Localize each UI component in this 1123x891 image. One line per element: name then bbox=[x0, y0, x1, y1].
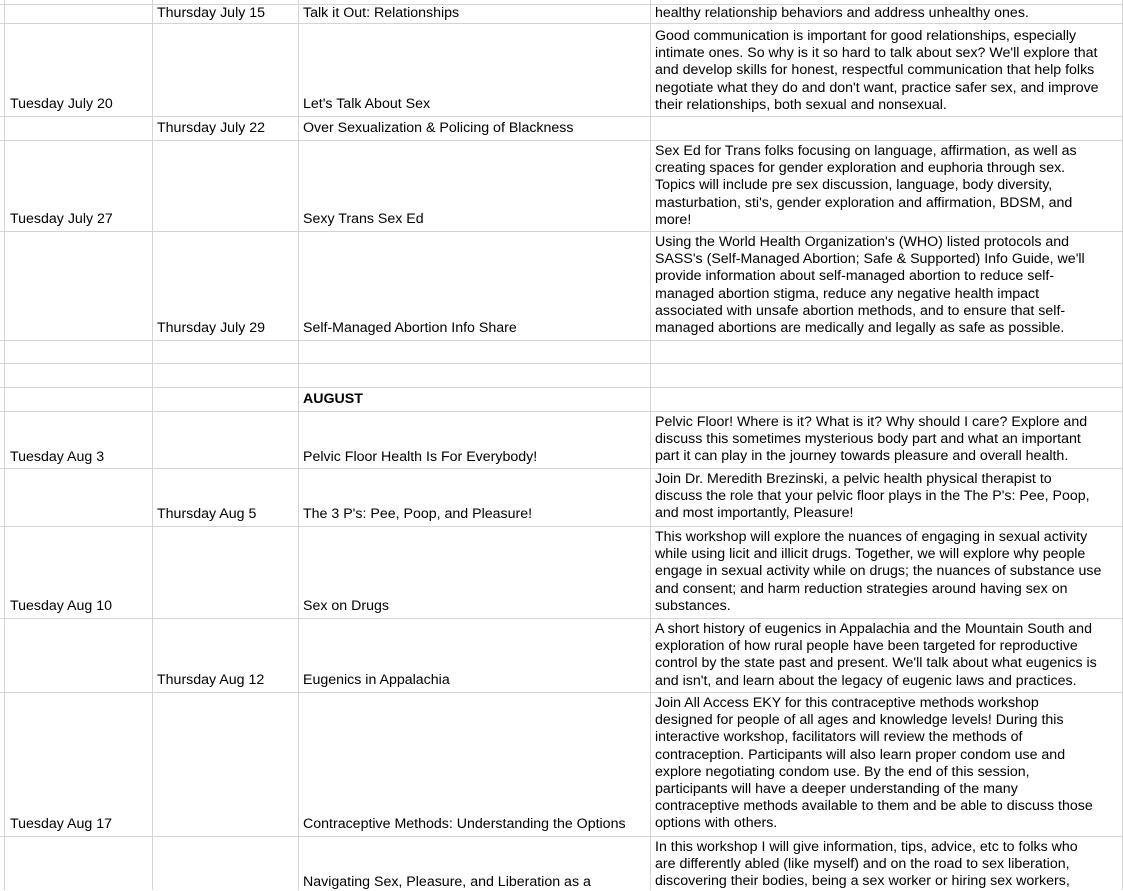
row-border bbox=[0, 116, 1123, 117]
column-border bbox=[650, 0, 651, 890]
title-cell[interactable]: Sexy Trans Sex Ed bbox=[303, 211, 424, 227]
description-cell[interactable]: Good communication is important for good relationships, especially intimate ones. So why is it so hard to talk about sex? We'll explore that and develop skills for honest, respectful communication that help folks negotiate what they do and don't want, practice safer sex, and improve their relationships, both sexual and nonsexual. bbox=[655, 28, 1099, 113]
row-border bbox=[0, 692, 1123, 693]
row-border bbox=[0, 411, 1123, 412]
description-cell[interactable]: In this workshop I will give information, tips, advice, etc to folks who are differently abled (like myself) and on the road to sex liberation, discovering their bodies, being a sex worker or hiring sex workers, bbox=[655, 839, 1078, 890]
date-cell[interactable]: Thursday Aug 12 bbox=[157, 672, 265, 688]
row-border bbox=[0, 231, 1123, 232]
row-border bbox=[0, 363, 1123, 364]
date-cell[interactable]: Tuesday Aug 3 bbox=[10, 449, 105, 465]
description-cell[interactable]: A short history of eugenics in Appalachia and the Mountain South and exploration of how rural people have been targeted for reproductive control by the state past and present. We'll talk about what eugenics is and isn't, and learn about the legacy of eugenic laws and practices. bbox=[655, 621, 1097, 689]
description-cell[interactable]: Join All Access EKY for this contraceptive methods workshop designed for people of all ages and knowledge levels! During this interactive workshop, facilitators will review the methods of contraception. Participants will also learn proper condom use and explore negotiating condom use. By the end of this session, participants will have a deeper understanding of the many contraceptive methods available to them and be able to discuss those options with others. bbox=[655, 695, 1093, 832]
date-cell[interactable]: Thursday July 22 bbox=[157, 120, 266, 136]
row-border bbox=[0, 140, 1123, 141]
date-cell[interactable]: Tuesday Aug 17 bbox=[10, 816, 113, 832]
description-cell[interactable]: This workshop will explore the nuances of engaging in sexual activity while using licit and illicit drugs. Together, we will explore why people engage in sexual activity while on drugs; the nuances of substance use and consent; and harm reduction strategies around having sex on substances. bbox=[655, 529, 1102, 614]
title-cell[interactable]: Sex on Drugs bbox=[303, 598, 389, 614]
title-cell[interactable]: Contraceptive Methods: Understanding the Options bbox=[303, 816, 626, 832]
title-cell[interactable]: Navigating Sex, Pleasure, and Liberation as a bbox=[303, 874, 591, 890]
column-border bbox=[152, 0, 153, 890]
column-border bbox=[298, 0, 299, 890]
date-cell[interactable]: Tuesday July 20 bbox=[10, 96, 113, 112]
row-border bbox=[0, 836, 1123, 837]
date-cell[interactable]: Tuesday Aug 10 bbox=[10, 598, 113, 614]
column-border bbox=[4, 0, 5, 890]
description-cell[interactable]: Pelvic Floor! Where is it? What is it? Why should I care? Explore and discuss this sometimes mysterious body part and what an important part it can play in the journey towards pleasure and overall health. bbox=[655, 414, 1088, 465]
description-cell[interactable]: Join Dr. Meredith Brezinski, a pelvic health physical therapist to discuss the role that your pelvic floor plays in the The P's: Pee, Poop, and most importantly, Pleasure! bbox=[655, 471, 1090, 522]
title-cell[interactable]: Self-Managed Abortion Info Share bbox=[303, 320, 517, 336]
title-cell[interactable]: The 3 P's: Pee, Poop, and Pleasure! bbox=[303, 506, 533, 522]
date-cell[interactable]: Thursday July 29 bbox=[157, 320, 266, 336]
title-cell[interactable]: Over Sexualization & Policing of Blackness bbox=[303, 120, 574, 136]
date-cell[interactable]: Thursday July 15 bbox=[157, 5, 266, 21]
title-cell[interactable]: Talk it Out: Relationships bbox=[303, 5, 460, 21]
month-header[interactable]: AUGUST bbox=[303, 391, 363, 407]
title-cell[interactable]: Eugenics in Appalachia bbox=[303, 672, 450, 688]
row-border bbox=[0, 340, 1123, 341]
row-border bbox=[0, 387, 1123, 388]
title-cell[interactable]: Let's Talk About Sex bbox=[303, 96, 431, 112]
description-cell[interactable]: healthy relationship behaviors and address unhealthy ones. bbox=[655, 5, 1029, 21]
row-border bbox=[0, 468, 1123, 469]
description-cell[interactable]: Using the World Health Organization's (WHO) listed protocols and SASS's (Self-Managed Abortion; Safe & Supported) Info Guide, we'll provide information about self-managed abortion to reduce self- managed abortion stigma, reduce any negative health impact associated with unsafe abortion methods, and to ensure that self- managed abortions are medically and legally as safe as possible. bbox=[655, 234, 1085, 337]
date-cell[interactable]: Thursday Aug 5 bbox=[157, 506, 257, 522]
date-cell[interactable]: Tuesday July 27 bbox=[10, 211, 113, 227]
row-border bbox=[0, 618, 1123, 619]
title-cell[interactable]: Pelvic Floor Health Is For Everybody! bbox=[303, 449, 538, 465]
row-border bbox=[0, 23, 1123, 24]
row-border bbox=[0, 526, 1123, 527]
description-cell[interactable]: Sex Ed for Trans folks focusing on language, affirmation, as well as creating spaces for gender exploration and euphoria through sex. Topics will include pre sex discussion, language, body diversity, masturbation, sti's, gender exploration and affirmation, BDSM, and more! bbox=[655, 143, 1077, 228]
